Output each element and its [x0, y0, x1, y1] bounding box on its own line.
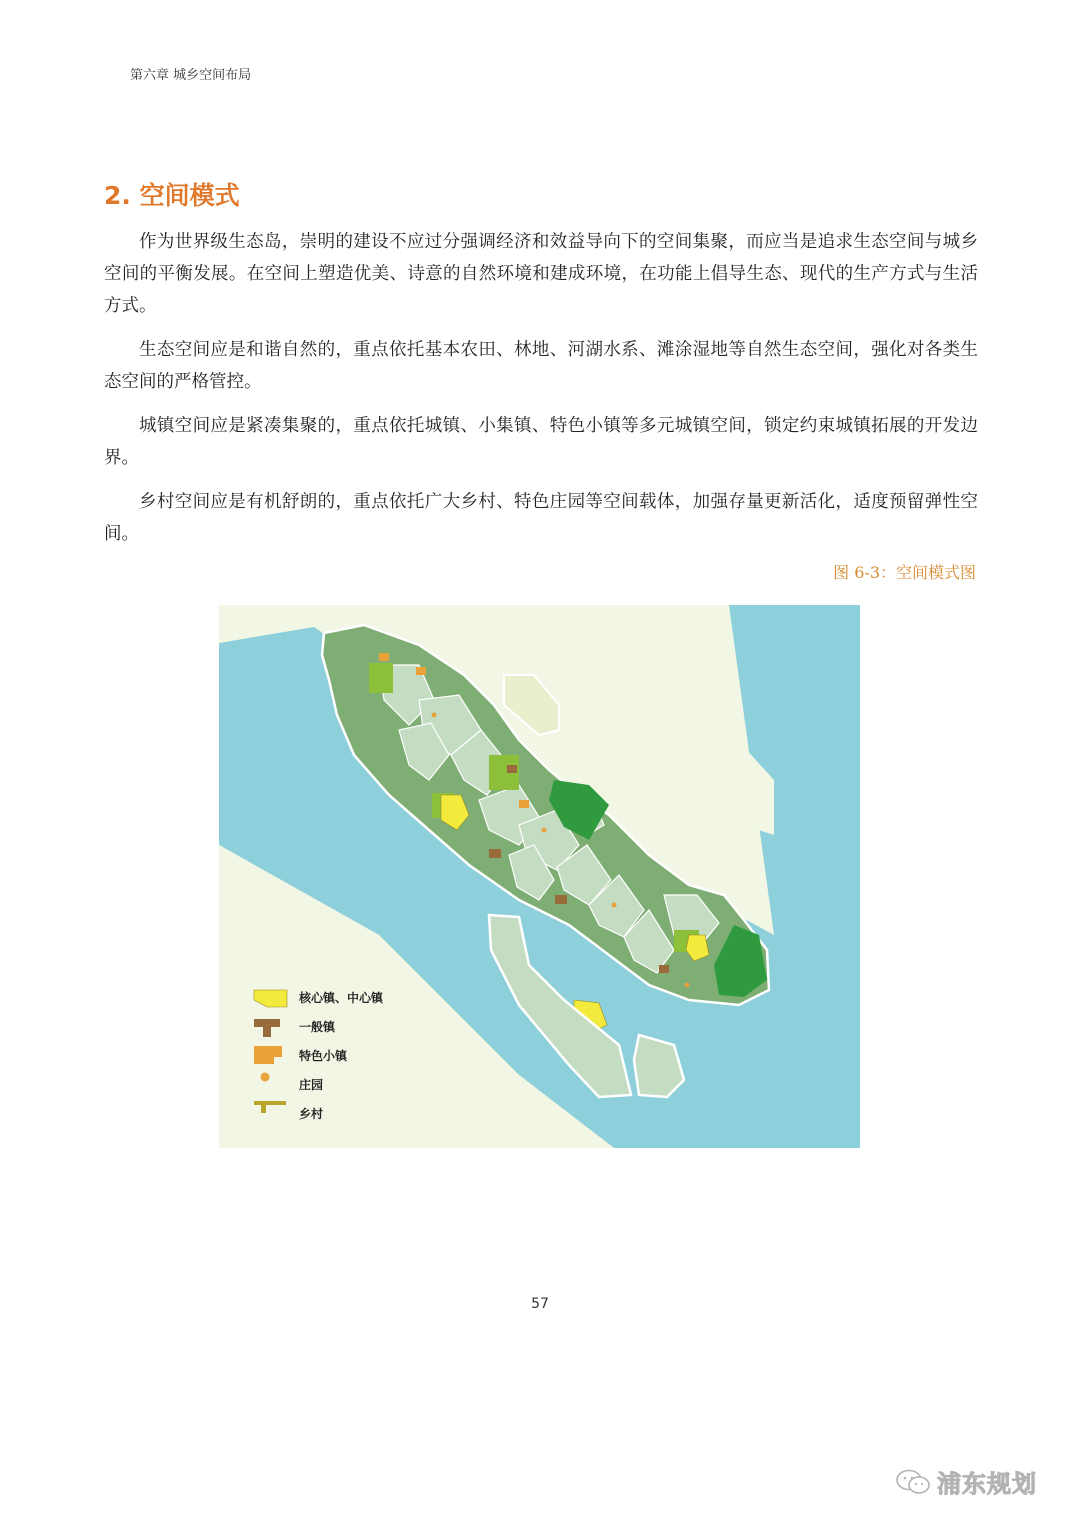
legend-swatch-manor: [261, 1073, 270, 1082]
wechat-icon: [895, 1468, 931, 1496]
legend-label: 一般镇: [299, 1020, 336, 1034]
legend-label: 庄园: [299, 1078, 324, 1092]
watermark-text: 浦东规划: [937, 1470, 1037, 1498]
map-graphic: [219, 605, 860, 1148]
spatial-pattern-map: [219, 605, 860, 1148]
paragraph: 乡村空间应是有机舒朗的，重点依托广大乡村、特色庄园等空间载体，加强存量更新活化，适度预留弹性空间。: [104, 492, 978, 544]
body-text: [104, 226, 978, 562]
paragraph: 生态空间应是和谐自然的，重点依托基本农田、林地、河湖水系、滩涂湿地等自然生态空间，强化对各类生态空间的严格管控。: [104, 340, 978, 392]
section-title: 2. 空间模式: [104, 181, 240, 210]
figure-caption: 图 6-3：空间模式图: [833, 563, 976, 582]
watermark: [895, 1464, 1037, 1499]
paragraph: 城镇空间应是紧凑集聚的，重点依托城镇、小集镇、特色小镇等多元城镇空间，锁定约束城镇拓展的开发边界。: [104, 416, 978, 468]
legend-label: 乡村: [299, 1107, 324, 1121]
legend-label: 核心镇、中心镇: [299, 991, 384, 1005]
page-number: 57: [531, 1296, 549, 1312]
legend-label: 特色小镇: [299, 1049, 348, 1063]
chapter-header: 第六章 城乡空间布局: [130, 68, 252, 83]
paragraph: 作为世界级生态岛，崇明的建设不应过分强调经济和效益导向下的空间集聚，而应当是追求生态空间与城乡空间的平衡发展。在空间上塑造优美、诗意的自然环境和建成环境，在功能上倡导生态、现代的生产方式与生活方式。: [104, 232, 978, 316]
